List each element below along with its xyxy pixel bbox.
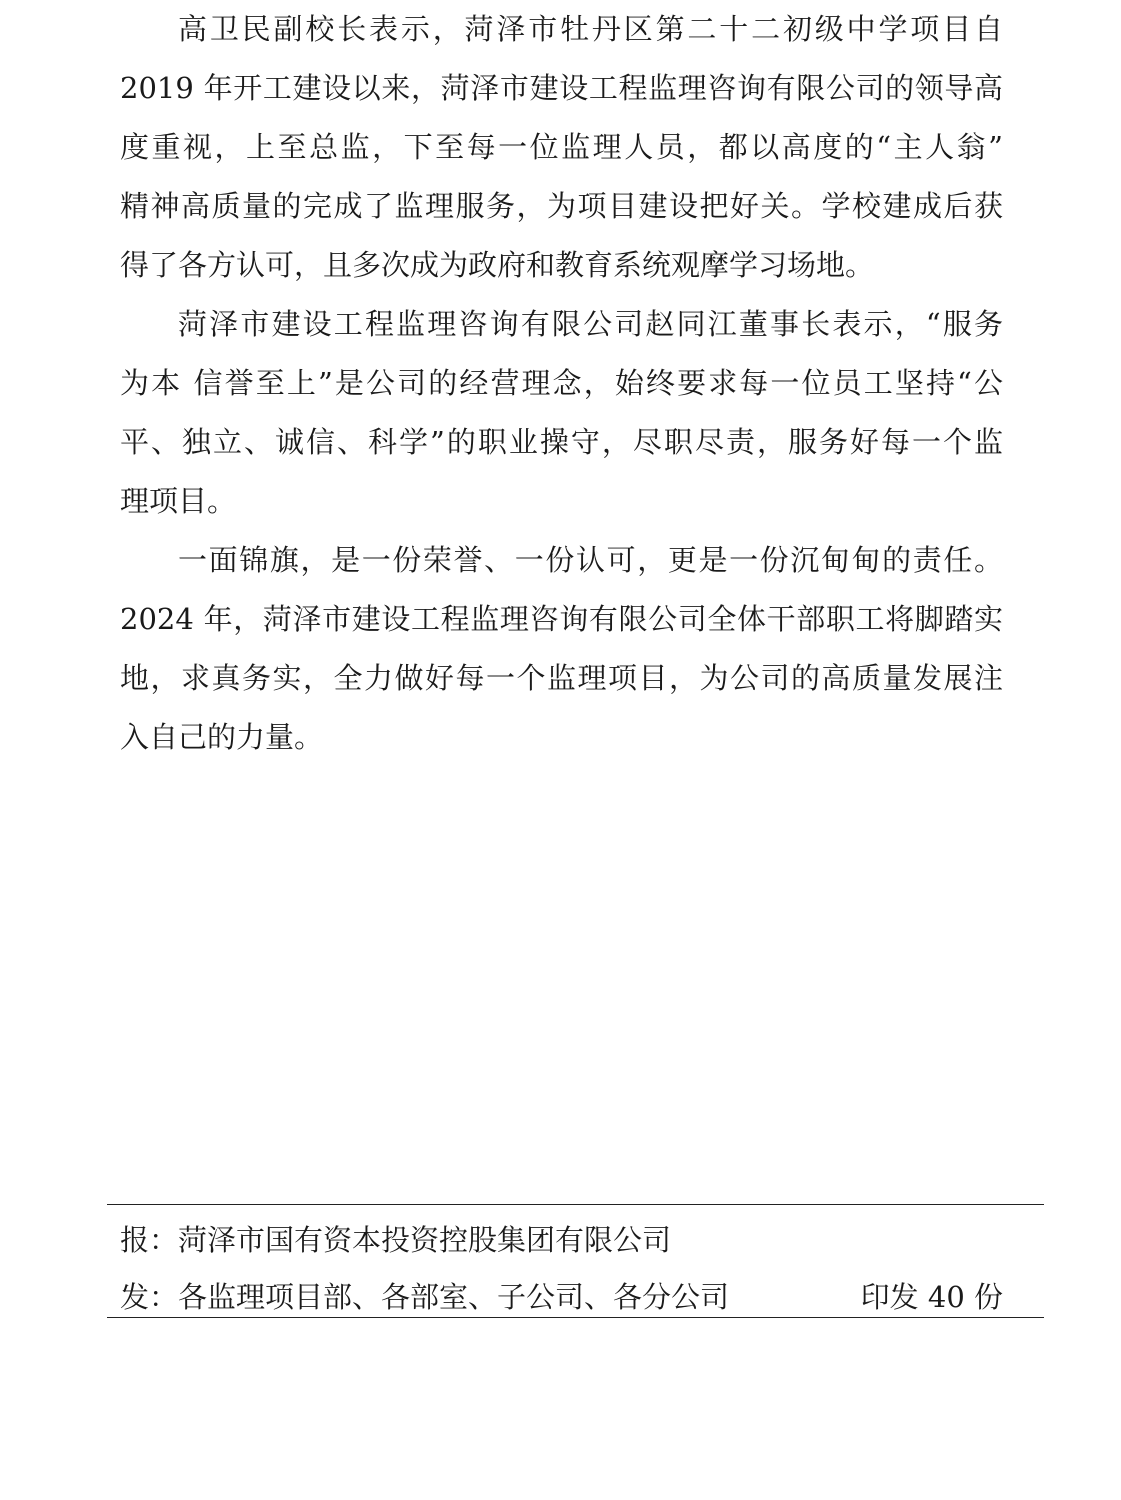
report-to-text: 报：菏泽市国有资本投资控股集团有限公司 <box>120 1223 672 1257</box>
copies-count: 印发 40 份 <box>860 1280 1003 1314</box>
document-body <box>120 0 1003 767</box>
distribute-line <box>120 1277 1003 1317</box>
text-line: 得了各方认可，且多次成为政府和教育系统观摩学习场地。 <box>120 248 875 282</box>
text-line: 入自己的力量。 <box>120 720 324 754</box>
text-line: 精神高质量的完成了监理服务，为项目建设把好关。学校建成后获 <box>120 189 1003 223</box>
distribute-to-text: 发：各监理项目部、各部室、子公司、各分公司 <box>120 1280 730 1314</box>
report-to-line <box>120 1220 1003 1260</box>
text-line: 高卫民副校长表示，菏泽市牡丹区第二十二初级中学项目自 <box>178 12 1003 46</box>
text-line: 2024 年，菏泽市建设工程监理咨询有限公司全体干部职工将脚踏实 <box>120 602 1003 636</box>
text-line: 度重视，上至总监，下至每一位监理人员，都以高度的“主人翁” <box>120 130 1003 164</box>
footer-bottom-rule <box>107 1317 1044 1318</box>
text-line: 平、独立、诚信、科学”的职业操守，尽职尽责，服务好每一个监 <box>120 425 1003 459</box>
text-line: 菏泽市建设工程监理咨询有限公司赵同江董事长表示，“服务 <box>178 307 1003 341</box>
paragraph-1 <box>120 0 1003 295</box>
text-line: 理项目。 <box>120 484 237 518</box>
footer-top-rule <box>107 1204 1044 1205</box>
text-line: 一面锦旗，是一份荣誉、一份认可，更是一份沉甸甸的责任。 <box>178 543 1003 577</box>
text-line: 地，求真务实，全力做好每一个监理项目，为公司的高质量发展注 <box>120 661 1003 695</box>
text-line: 为本 信誉至上”是公司的经营理念，始终要求每一位员工坚持“公 <box>120 366 1003 400</box>
paragraph-3 <box>120 531 1003 767</box>
text-line: 2019 年开工建设以来，菏泽市建设工程监理咨询有限公司的领导高 <box>120 71 1003 105</box>
paragraph-2 <box>120 295 1003 531</box>
